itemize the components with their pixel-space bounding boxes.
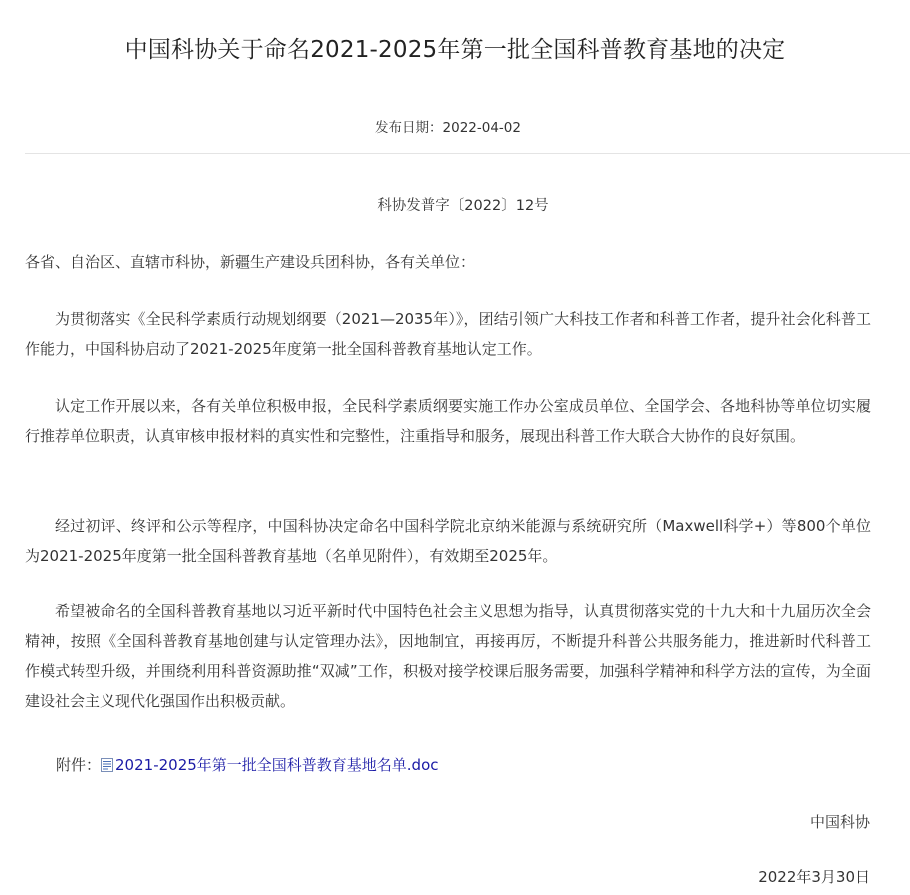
attachment-link[interactable]	[101, 756, 438, 774]
salutation: 各省、自治区、直辖市科协，新疆生产建设兵团科协，各有关单位：	[25, 253, 476, 271]
attachment-link-text[interactable]: 2021-2025年第一批全国科普教育基地名单.doc	[115, 756, 439, 774]
body-paragraph-1: 为贯彻落实《全民科学素质行动规划纲要（2021—2035年）》，团结引领广大科技工作者和科普工作者，提升社会化科普工作能力，中国科协启动了2021-2025年度第一批全国科普教育基地认定工作。	[25, 310, 871, 358]
signature-organization: 中国科协	[809, 813, 870, 831]
article-title: 中国科协关于命名2021-2025年第一批全国科普教育基地的决定	[124, 37, 786, 63]
body-paragraph-2: 认定工作开展以来，各有关单位积极申报，全民科学素质纲要实施工作办公室成员单位、全国学会、各地科协等单位切实履行推荐单位职责，认真审核申报材料的真实性和完整性，注重指导和服务，展现出科普工作大联合大协作的良好氛围。	[25, 397, 871, 445]
body-paragraph-4: 希望被命名的全国科普教育基地以习近平新时代中国特色社会主义思想为指导，认真贯彻落实党的十九大和十九届历次全会精神，按照《全国科普教育基地创建与认定管理办法》，因地制宜，再接再厉，不断提升科普公共服务能力，推进新时代科普工作模式转型升级，并围绕利用科普资源助推“双减”工作，积极对接学校课后服务需要，加强科学精神和科学方法的宣传，为全面建设社会主义现代化强国作出积极贡献。	[25, 602, 871, 710]
signature-date: 2022年3月30日	[758, 868, 870, 886]
document-number: 科协发普字〔2022〕12号	[377, 198, 549, 214]
attachment-label: 附件：	[56, 756, 102, 774]
divider	[25, 153, 910, 154]
attachment-row	[56, 754, 439, 776]
publish-date: 发布日期：2022-04-02	[375, 120, 521, 136]
body-paragraph-3: 经过初评、终评和公示等程序，中国科协决定命名中国科学院北京纳米能源与系统研究所（Maxwell科学+）等800个单位为2021-2025年度第一批全国科普教育基地（名单见附件），有效期至2025年。	[25, 517, 871, 565]
word-doc-icon	[101, 756, 113, 770]
